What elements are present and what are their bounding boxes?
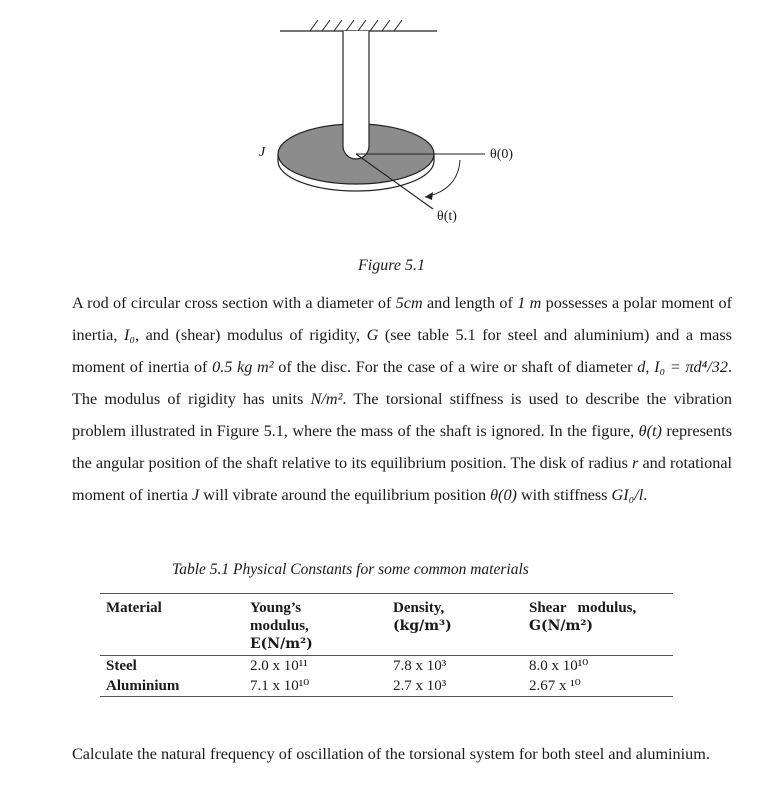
header-shear-modulus: Shear modulus, G(N/m²)	[529, 600, 637, 634]
table-row	[100, 676, 673, 697]
header-material: Material	[106, 600, 162, 616]
torsional-system-figure	[0, 0, 783, 250]
problem-paragraph: A rod of circular cross section with a diameter of 5cm and length of 1 m possesses a polar moment of inertia, I₀, and (shear) modulus of rigidity, G (see table 5.1 for steel and aluminium) and a mass moment of inertia of 0.5 kg m² of the disc. For the case of a wire or shaft of diameter d, I₀ = πd⁴/32. The modulus of rigidity has units N/m². The torsional stiffness is used to describe the vibration problem illustrated in Figure 5.1, where the mass of the shaft is ignored. In the figure, θ(t) represents the angular position of the shaft relative to its equilibrium position. The disk of radius r and rotational moment of inertia J will vibrate around the equilibrium position θ(0) with stiffness GI₀/l.	[72, 294, 733, 504]
figure-caption: Figure 5.1	[358, 257, 425, 274]
cell-density: 7.8 x 10³	[393, 658, 447, 674]
cell-shear: 8.0 x 10¹⁰	[529, 658, 589, 674]
rotation-arrowhead	[425, 192, 433, 200]
physical-constants-table	[100, 593, 673, 697]
header-youngs-modulus: Young’s modulus, E(N/m²)	[250, 600, 313, 652]
cell-youngs: 7.1 x 10¹⁰	[250, 678, 310, 694]
label-theta-t: θ(t)	[437, 209, 457, 224]
header-density: Density, (kg/m³)	[393, 600, 452, 634]
cell-youngs: 2.0 x 10¹¹	[250, 658, 308, 674]
table-row	[100, 656, 673, 677]
label-J: J	[259, 145, 266, 160]
cell-density: 2.7 x 10³	[393, 678, 447, 694]
ceiling-hatching	[310, 20, 402, 31]
label-theta-0: θ(0)	[490, 147, 514, 162]
table-title: Table 5.1 Physical Constants for some common materials	[172, 561, 529, 578]
rod	[343, 31, 369, 159]
cell-material: Steel	[106, 658, 137, 674]
cell-material: Aluminium	[106, 678, 180, 694]
table-header-row	[100, 594, 673, 656]
cell-shear: 2.67 x ¹⁰	[529, 678, 581, 694]
question-text: Calculate the natural frequency of oscillation of the torsional system for both steel and aluminium.	[72, 745, 710, 763]
